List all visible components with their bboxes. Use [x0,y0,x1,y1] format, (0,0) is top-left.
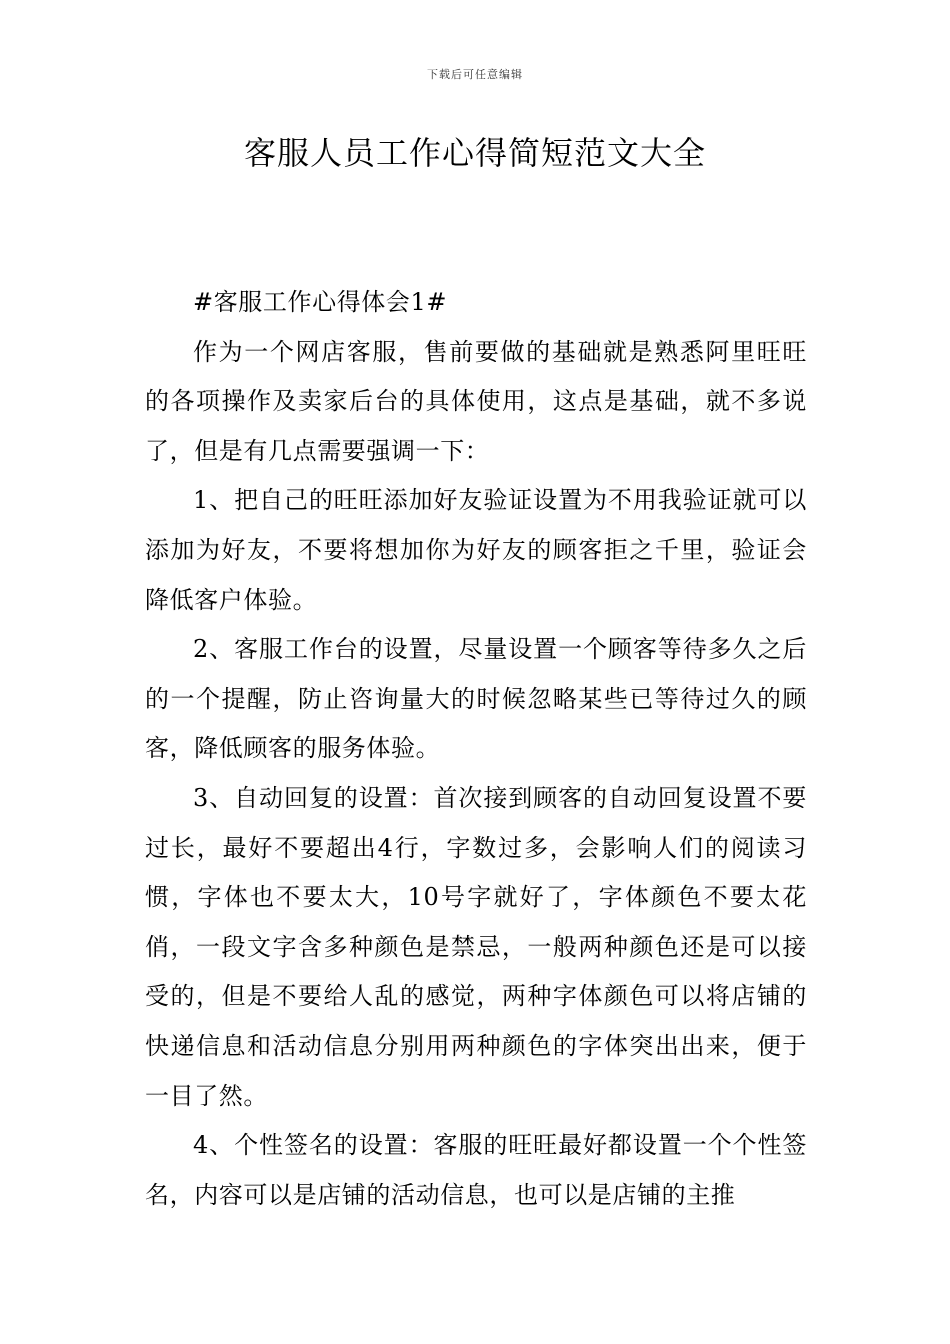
document-title: 客服人员工作心得简短范文大全 [243,134,706,172]
point-2-paragraph: 2、客服工作台的设置，尽量设置一个顾客等待多久之后的一个提醒，防止咨询量大的时候忽略某些已等待过久的顾客，降低顾客的服务体验。 [145,635,807,763]
point-3-paragraph: 3、自动回复的设置：首次接到顾客的自动回复设置不要过长，最好不要超出4行，字数过多，会影响人们的阅读习惯，字体也不要太大，10号字就好了，字体颜色不要太花俏，一段文字含多种颜色是禁忌，一般两种颜色还是可以接受的，但是不要给人乱的感觉，两种字体颜色可以将店铺的快递信息和活动信息分别用两种颜色的字体突出出来，便于一目了然。 [145,783,807,1110]
document-body [145,278,807,1220]
section-heading: #客服工作心得体会1# [193,288,448,316]
point-1-paragraph: 1、把自己的旺旺添加好友验证设置为不用我验证就可以添加为好友，不要将想加你为好友的顾客拒之千里，验证会降低客户体验。 [145,486,807,614]
point-4-paragraph: 4、个性签名的设置：客服的旺旺最好都设置一个个性签名，内容可以是店铺的活动信息，也可以是店铺的主推 [145,1131,807,1209]
intro-paragraph: 作为一个网店客服，售前要做的基础就是熟悉阿里旺旺的各项操作及卖家后台的具体使用，这点是基础，就不多说了，但是有几点需要强调一下： [145,337,807,465]
page-header-note: 下载后可任意编辑 [427,68,523,81]
